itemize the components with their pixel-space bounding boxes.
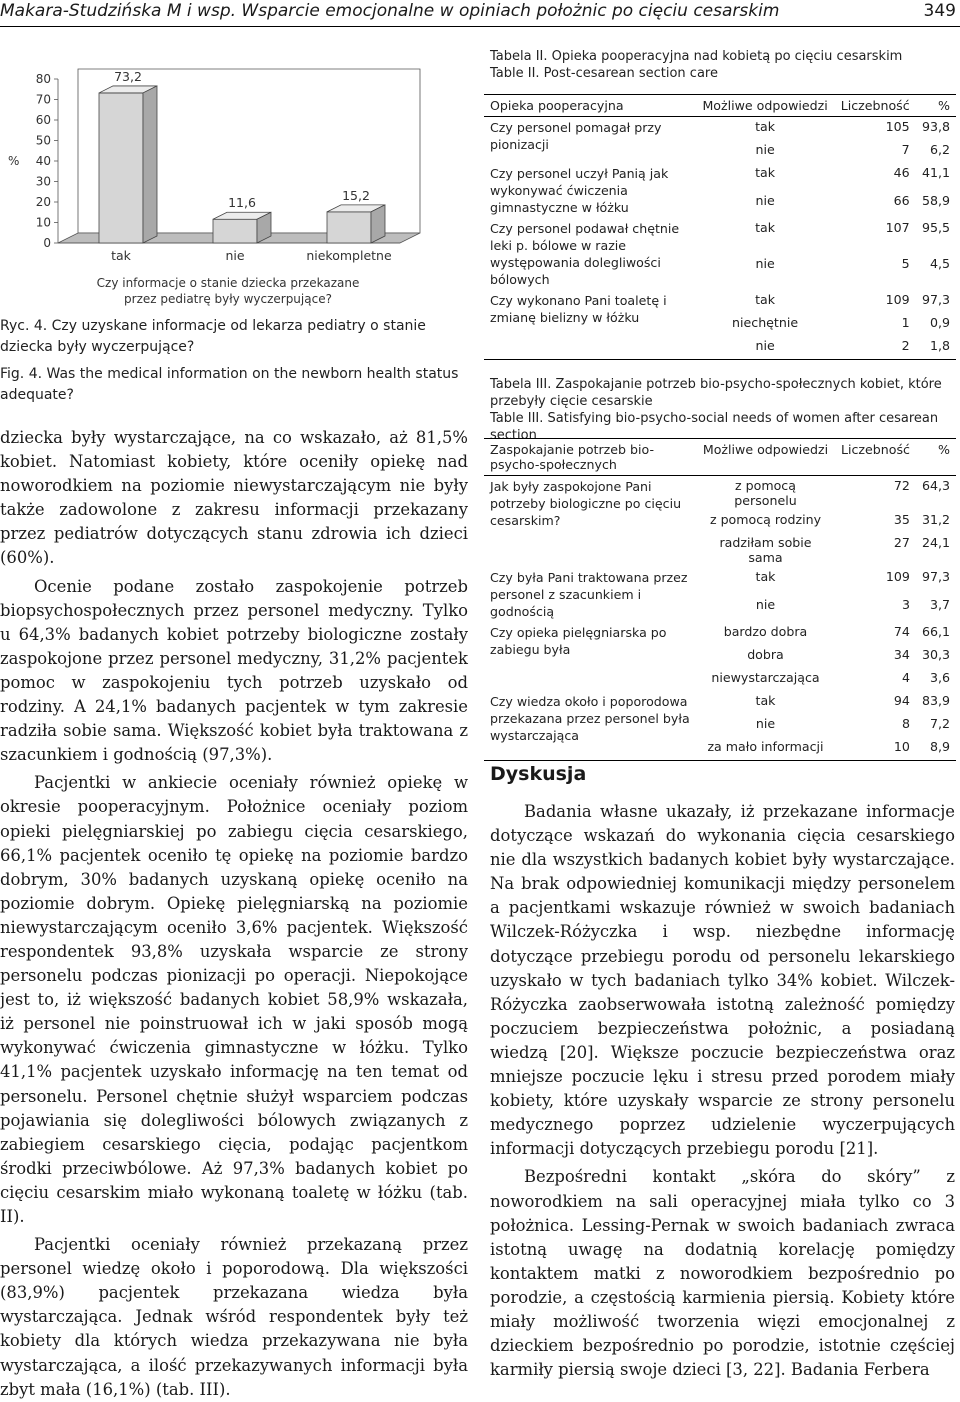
- table-row: [484, 218, 956, 254]
- x-axis-label: przez pediatrę były wyczerpujące?: [124, 292, 332, 306]
- percent-cell: 3,7: [929, 596, 950, 612]
- answer-cell: z pomocą personelu: [734, 478, 797, 508]
- percent-cell: 30,3: [921, 647, 950, 662]
- table-row: [484, 163, 956, 191]
- table-row: [484, 622, 956, 645]
- question-cell: Czy była Pani traktowana przez personel z szacunkiem i godnością: [490, 570, 688, 619]
- table-row: [484, 290, 956, 313]
- bar-front: [327, 212, 371, 243]
- paragraph: Pacjentki oceniały również przekazaną przez personel wiedzę około i poporodową. Dla większości (83,9%) pacjentek przekazana wiedza była wystarczająca. Jednak wśród respondentek były też kobiety dla których wiedza przekazywana nie była wystarczająca, a ilość przekazywanych informacji była zbyt mała (16,1%) (tab. III).: [0, 1235, 468, 1399]
- running-header: [0, 0, 960, 27]
- figure-caption-en: Fig. 4. Was the medical information on the newborn health status adequate?: [0, 366, 459, 403]
- question-cell: Czy wiedza około i poporodowa przekazana przez personel była wystarczająca: [490, 694, 690, 743]
- table3-caption-pl: Tabela III. Zaspokajanie potrzeb bio-psycho-społecznych kobiet, które przebyły cięcie cesarskie: [490, 377, 942, 409]
- data-label: 15,2: [342, 187, 370, 203]
- bar-chart: [0, 44, 470, 310]
- table-row: [484, 476, 956, 511]
- col-header: %: [938, 98, 950, 113]
- bar-side: [371, 205, 385, 243]
- question-cell: Czy wykonano Pani toaletę i zmianę bielizny w łóżku: [490, 293, 667, 325]
- percent-cell: 97,3: [921, 569, 950, 584]
- section-heading: Dyskusja: [490, 763, 587, 785]
- count-cell: 5: [901, 256, 910, 271]
- col-header: Zaspokajanie potrzeb bio-psycho-społecznych: [490, 442, 654, 472]
- percent-cell: 95,5: [921, 220, 950, 235]
- percent-cell: 7,2: [929, 716, 950, 731]
- table-row: [484, 567, 956, 595]
- paragraph: Pacjentki w ankiecie oceniały również opiekę w okresie pooperacyjnym. Położnice oceniały poziom opieki pielęgniarskiej po zabiegu cięcia cesarskiego, 66,1% pacjentek oceniło tę opiekę na poziomie bardzo dobrym, 30% badanych uzyskaną opiekę oceniło na poziomie dobrym. Opiekę pielęgniarską na poziomie niewystarczającym oceniło 3,6% pacjentek. Większość respondentek 93,8% uzyskała wsparcie ze strony personelu podczas pionizacji po operacji. Niepokojące jest to, iż większość badanych kobiet 58,9% wskazała, iż personel nie poinstruował ich w jaki sposób mogą wykonywać ćwiczenia gimnastyczne w łóżku. Tylko 41,1% pacjentek uzyskało informację na ten temat od personelu. Personel chętnie służył wsparciem podczas pojawiania się dolegliwości bólowych związanych z zabiegiem cesarskiego cięcia, podając pacjentkom środki przeciwbólowe. Aż 97,3% badanych kobiet po cięciu cesarskim miało wykonaną toaletę w łóżku (tab. II).: [0, 773, 468, 1226]
- y-tick-label: 70: [35, 92, 51, 107]
- y-tick-label: 30: [35, 174, 51, 189]
- percent-cell: 6,2: [929, 142, 950, 157]
- answer-cell: nie: [755, 192, 775, 208]
- col-header: Liczebność: [840, 98, 910, 113]
- percent-cell: 93,8: [921, 119, 950, 134]
- table-header-row: [484, 95, 956, 117]
- table-3: [484, 438, 956, 761]
- y-tick-label: 80: [35, 72, 51, 86]
- answer-cell: tak: [755, 569, 776, 584]
- answer-cell: tak: [755, 292, 776, 307]
- count-cell: 94: [893, 693, 910, 708]
- y-tick-label: 10: [35, 215, 51, 230]
- count-cell: 72: [893, 478, 910, 493]
- x-axis-label: Czy informacje o stanie dziecka przekazane: [96, 276, 360, 290]
- answer-cell: nie: [755, 596, 776, 612]
- count-cell: 74: [893, 624, 910, 639]
- table-2: [484, 94, 956, 360]
- y-axis-label: %: [8, 154, 20, 168]
- running-title: Makara-Studzińska M i wsp. Wsparcie emocjonalne w opiniach położnic po cięciu cesarskim: [0, 1, 780, 21]
- count-cell: 105: [885, 119, 910, 134]
- answer-cell: z pomocą rodziny: [709, 512, 822, 527]
- answer-cell: niewystarczająca: [711, 670, 820, 685]
- col-header: Możliwe odpowiedzi: [702, 442, 829, 457]
- bar-side: [143, 86, 157, 243]
- count-cell: 46: [893, 165, 910, 180]
- question-cell: Czy opieka pielęgniarska po zabiegu była: [490, 625, 667, 657]
- count-cell: 107: [885, 220, 910, 235]
- answer-cell: nie: [755, 716, 776, 731]
- answer-cell: dobra: [747, 647, 784, 662]
- answer-cell: za mało informacji: [707, 739, 824, 754]
- table2-caption-en: Table II. Post-cesarean section care: [490, 66, 718, 81]
- y-tick-label: 0: [43, 236, 51, 250]
- percent-cell: 1,8: [929, 338, 950, 353]
- percent-cell: 0,9: [929, 315, 950, 330]
- count-cell: 2: [901, 338, 910, 353]
- left-column-text: [0, 426, 468, 1402]
- count-cell: 7: [901, 142, 910, 157]
- page-number: 349: [923, 1, 956, 21]
- data-label: 11,6: [228, 195, 256, 211]
- percent-cell: 4,5: [929, 256, 950, 271]
- answer-cell: tak: [755, 119, 776, 134]
- col-header: %: [938, 442, 950, 457]
- x-tick-label: niekompletne: [306, 248, 392, 263]
- table-row: [484, 691, 956, 714]
- count-cell: 109: [885, 569, 910, 584]
- percent-cell: 97,3: [921, 292, 950, 307]
- table3-caption: [490, 376, 955, 444]
- paragraph: Bezpośredni kontakt „skóra do skóry” z noworodkiem na sali operacyjnej miała tylko co 3 położnica. Lessing-Pernak w swoich badaniach zwraca istotną uwagę na dodatnią korelację pomiędzy kontaktem matki z noworodkiem bezpośrednio po porodzie, a częstością karmienia piersią. Kobiety które miały możliwość tworzenia więzi emocjonalnej z dzieckiem bezpośrednio po porodzie, istotnie częściej karmiły piersią swoje dzieci [3, 22]. Badania Ferbera: [490, 1167, 955, 1380]
- count-cell: 109: [885, 292, 910, 307]
- answer-cell: tak: [755, 693, 776, 708]
- count-cell: 1: [901, 315, 910, 330]
- percent-cell: 58,9: [921, 192, 950, 208]
- question-cell: Jak były zaspokojone Pani potrzeby biologiczne po cięciu cesarskim?: [490, 479, 682, 528]
- y-tick-label: 60: [35, 113, 51, 127]
- y-tick-label: 40: [35, 154, 51, 168]
- x-tick-label: tak: [111, 248, 131, 263]
- col-header: Liczebność: [840, 442, 910, 457]
- question-cell: Czy personel pomagał przy pionizacji: [490, 120, 662, 152]
- table3-caption-en: Table III. Satisfying bio-psycho-social needs of women after cesarean section: [490, 411, 939, 443]
- count-cell: 27: [893, 535, 910, 550]
- percent-cell: 66,1: [921, 624, 950, 639]
- count-cell: 3: [901, 596, 910, 612]
- answer-cell: nie: [755, 142, 775, 157]
- col-header: Opieka pooperacyjna: [490, 98, 624, 113]
- paragraph: Ocenie podane zostało zaspokojenie potrzeb biopsychospołecznych przez personel medyczny. Tylko u 64,3% badanych kobiet potrzeby biologiczne zostały zaspokojone przez personel medyczny, 31,2% pacjentek pomoc w zaspokojeniu tych potrzeb uzyskało od rodziny. A 24,1% badanych pacjentek w tym zakresie radziła sobie sama. Większość kobiet była traktowana z szacunkiem i godnością (97,3%).: [0, 576, 468, 765]
- count-cell: 66: [893, 192, 910, 208]
- count-cell: 8: [901, 716, 910, 731]
- question-cell: Czy personel uczył Panią jak wykonywać ćwiczenia gimnastyczne w łóżku: [490, 166, 669, 215]
- paragraph: dziecka były wystarczające, na co wskazało, aż 81,5% kobiet. Natomiast kobiety, które oceniły opiekę nad noworodkiem na poziomie niewystarczającym nie były także zadowolone z zakresu informacji przekazany przez pediatrów dotyczących stanu zdrowia ich dzieci (60%).: [0, 428, 468, 568]
- answer-cell: bardzo dobra: [723, 624, 808, 639]
- data-label: 73,2: [114, 68, 142, 84]
- answer-cell: nie: [755, 256, 775, 271]
- y-tick-label: 50: [35, 133, 51, 148]
- table-header-row: [484, 439, 956, 476]
- col-header: Możliwe odpowiedzi: [702, 98, 828, 113]
- percent-cell: 8,9: [929, 739, 950, 754]
- percent-cell: 83,9: [921, 693, 950, 708]
- bar-front: [99, 93, 143, 243]
- percent-cell: 31,2: [921, 512, 950, 527]
- right-column-text: [490, 800, 955, 1382]
- paragraph: Badania własne ukazały, iż przekazane informacje dotyczące wskazań do wykonania cięcia cesarskiego nie dla wszystkich badanych kobiet były wystarczające. Na brak odpowiedniej komunikacji między personelem a pacjentkami wskazuje również w swoich badaniach Wilczek-Różyczka i wsp. niezbędne informację dotyczące przebiegu porodu od personelu lekarskiego uzyskało w tych badaniach tylko 34% kobiet. Wilczek-Różyczka zaobserwowała istotną zależność pomiędzy poczuciem bezpieczeństwa położnic, a posiadaną wiedzą [20]. Większe poczucie bezpieczeństwa oraz mniejsze poczucie lęku i stresu przed porodem miały kobiety, które uzyskały wsparcie ze strony personelu medycznego poprzez udzielenie wyczerpujących informacji dotyczących przebiegu porodu [21].: [490, 802, 955, 1159]
- count-cell: 35: [893, 512, 910, 527]
- table2-caption-pl: Tabela II. Opieka pooperacyjna nad kobietą po cięciu cesarskim: [490, 49, 903, 64]
- x-tick-label: nie: [225, 248, 245, 263]
- y-tick-label: 20: [35, 195, 51, 209]
- question-cell: Czy personel podawał chętnie leki p. bólowe w razie występowania dolegliwości bólowych: [490, 221, 680, 287]
- answer-cell: tak: [755, 165, 776, 180]
- answer-cell: niechętnie: [732, 315, 799, 330]
- count-cell: 4: [901, 670, 910, 685]
- count-cell: 10: [893, 739, 910, 754]
- percent-cell: 64,3: [921, 478, 950, 493]
- percent-cell: 3,6: [929, 670, 950, 685]
- answer-cell: nie: [755, 338, 775, 353]
- bar-front: [213, 219, 257, 243]
- count-cell: 34: [893, 647, 910, 662]
- figure-caption-pl: Ryc. 4. Czy uzyskane informacje od lekarza pediatry o stanie dziecka były wyczerpujące?: [0, 318, 426, 355]
- percent-cell: 41,1: [921, 165, 950, 180]
- table2-caption: [490, 48, 955, 82]
- answer-cell: tak: [755, 220, 776, 235]
- table-row: [484, 117, 956, 141]
- answer-cell: radziłam sobie sama: [719, 535, 812, 565]
- percent-cell: 24,1: [921, 535, 950, 550]
